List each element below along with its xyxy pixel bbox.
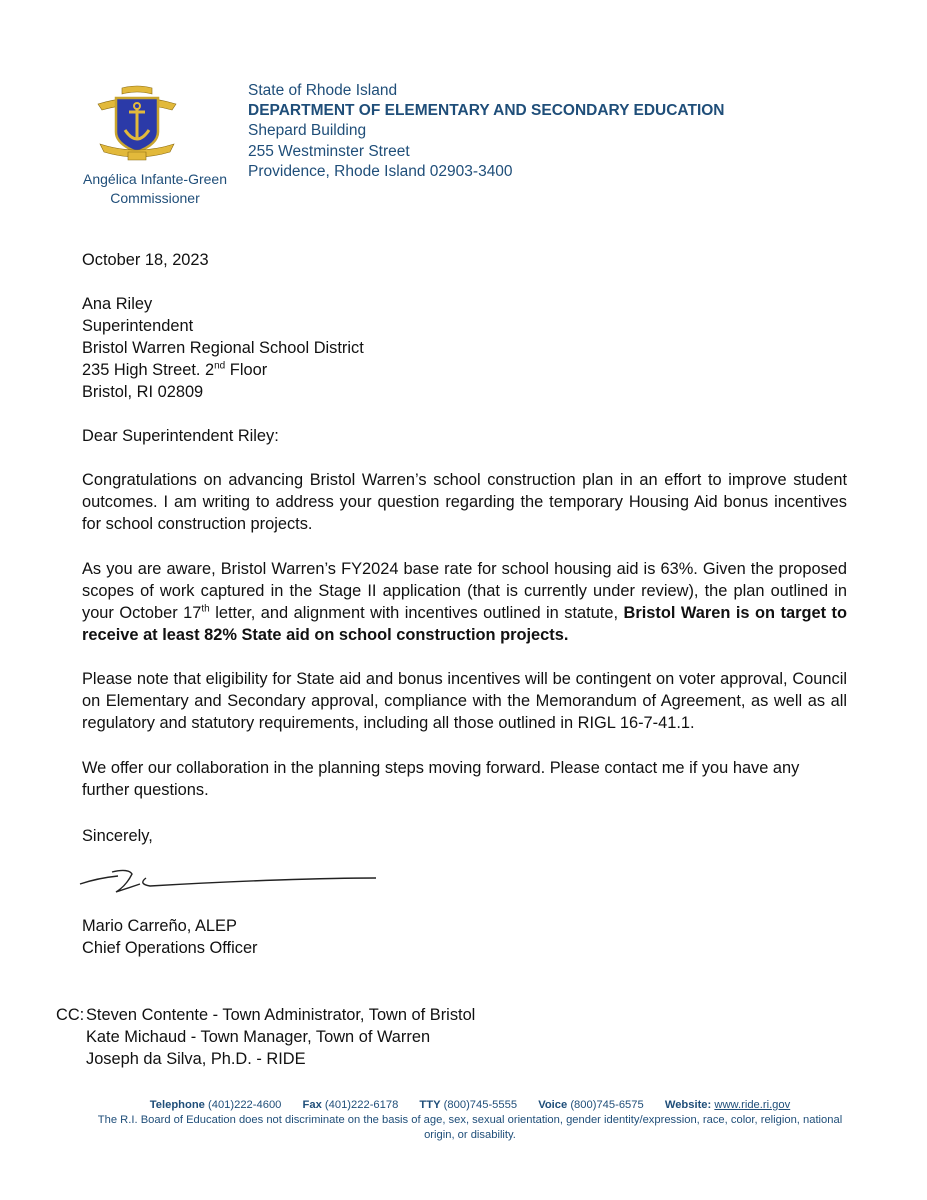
recipient-org: Bristol Warren Regional School District: [82, 339, 364, 357]
state-name: State of Rhode Island: [248, 82, 398, 99]
letterhead: [248, 81, 725, 182]
cc-entry: Kate Michaud - Town Manager, Town of Warren: [86, 1028, 431, 1046]
footer-fax: Fax (401)222-6178: [302, 1099, 399, 1111]
signer-name: Mario Carreño, ALEP: [82, 917, 237, 935]
paragraph-4: We offer our collaboration in the planning steps moving forward. Please contact me if you have any further questions.: [82, 759, 800, 799]
paragraph-1: Congratulations on advancing Bristol Warren’s school construction plan in an effort to improve student outcomes. I am writing to address your question regarding the temporary Housing Aid bonus incentives for school construction projects.: [82, 471, 847, 533]
footer-telephone: Telephone (401)222-4600: [149, 1099, 282, 1111]
commissioner-block: [70, 170, 240, 208]
website-link[interactable]: www.ride.ri.gov: [714, 1099, 791, 1111]
cc-label: CC:: [56, 1006, 85, 1024]
signature-image: [78, 864, 378, 900]
recipient-block: [82, 293, 847, 403]
street-text: 235 High Street. 2: [82, 361, 215, 379]
commissioner-title: Commissioner: [110, 190, 200, 206]
recipient-title: Superintendent: [82, 317, 194, 335]
street-text-end: Floor: [225, 361, 268, 379]
paragraph-2: [82, 558, 847, 646]
commissioner-name: Angélica Infante-Green: [83, 171, 227, 187]
footer-website: Website: www.ride.ri.gov: [664, 1099, 791, 1111]
building-name: Shepard Building: [248, 122, 367, 140]
salutation: Dear Superintendent Riley:: [82, 427, 279, 445]
cc-entry: Joseph da Silva, Ph.D. - RIDE: [86, 1050, 306, 1068]
cc-block: [56, 1004, 475, 1070]
footer-notice: The R.I. Board of Education does not discriminate on the basis of age, sex, sexual orientation, gender identity/expression, race, color, religion, national origin, or disability.: [97, 1114, 843, 1141]
cc-entry: Steven Contente - Town Administrator, Town of Bristol: [86, 1006, 476, 1024]
recipient-street: [82, 359, 847, 381]
p2-text: As you are aware, Bristol Warren’s FY2024 base rate for school housing aid is 63%. Given the proposed scopes of work captured in the Stage II application (that is currently under review), the plan outlined in your October 17: [82, 560, 847, 622]
footer-contacts: [90, 1098, 850, 1113]
signer-block: [82, 915, 847, 959]
department-name: DEPARTMENT OF ELEMENTARY AND SECONDARY EDUCATION: [248, 102, 725, 120]
footer: [90, 1098, 850, 1143]
letter-date: October 18, 2023: [82, 251, 209, 269]
city-address: Providence, Rhode Island 02903-3400: [248, 162, 513, 180]
p2-text-b: letter, and alignment with incentives outlined in statute,: [209, 604, 624, 622]
paragraph-3: Please note that eligibility for State aid and bonus incentives will be contingent on voter approval, Council on Elementary and Secondary approval, compliance with the Memorandum of Agreement, as well as all regulatory and statutory requirements, including all those outlined in RIGL 16-7-41.1.: [82, 670, 847, 732]
footer-voice: Voice (800)745-6575: [538, 1099, 644, 1111]
recipient-name: Ana Riley: [82, 295, 153, 313]
signer-title: Chief Operations Officer: [82, 939, 258, 957]
footer-tty: TTY (800)745-5555: [419, 1099, 518, 1111]
p2-bold-text: Bristol Waren is on target to receive at least 82% State aid on school construction projects.: [82, 604, 848, 644]
closing: Sincerely,: [82, 827, 153, 845]
recipient-city: Bristol, RI 02809: [82, 383, 204, 401]
state-seal-logo: [96, 82, 178, 162]
street-sup: nd: [214, 360, 226, 372]
street-address: 255 Westminster Street: [248, 142, 410, 160]
p2-sup: th: [201, 603, 210, 615]
